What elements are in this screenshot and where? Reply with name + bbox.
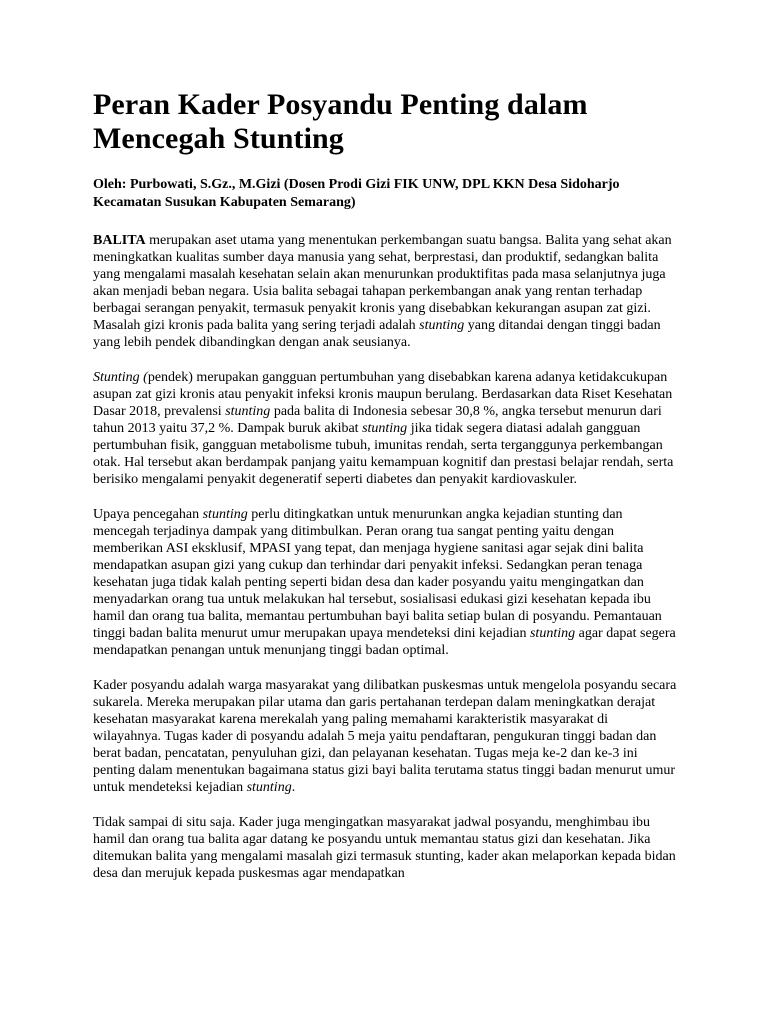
paragraph-italic-term: stunting [419,318,465,333]
paragraph-text: pendek) merupakan gangguan pertumbuhan yang disebabkan karena adanya ketidakcukupan asupan zat gizi kronis atau penyakit infeksi kronis maupun berulang. Berdasarkan data Riset Kesehatan Dasar 2018, prevalensi [93,370,673,419]
article-title: Peran Kader Posyandu Penting dalam Mencegah Stunting [93,88,588,155]
paragraph-text: merupakan aset utama yang menentukan perkembangan suatu bangsa. Balita yang sehat akan meningkatkan kualitas sumber daya manusia yang sehat, berprestasi, dan produktif, sedangkan balita yang mengalami masalah kesehatan selain akan menurunkan produktifitas pada masa selanjutnya juga akan menjadi beban negara. Usia balita sebagai tahapan perkembangan anak yang rentan terhadap berbagai serangan penyakit, termasuk penyakit kronis yang disebabkan kekurangan asupan zat gizi. Masalah gizi kronis pada balita yang sering terjadi adalah [93,233,672,333]
paragraph-italic-term: stunting [246,780,292,795]
paragraph-text: Upaya pencegahan [93,507,203,522]
author-byline: Oleh: Purbowati, S.Gz., M.Gizi (Dosen Prodi Gizi FIK UNW, DPL KKN Desa Sidoharjo Kecamatan Susukan Kabupaten Semarang) [93,177,620,210]
paragraph-text: Tidak sampai di situ saja. Kader juga mengingatkan masyarakat jadwal posyandu, menghimbau ibu hamil dan orang tua balita agar datang ke posyandu untuk memantau status gizi dan kesehatan. Jika ditemukan balita yang mengalami masalah gizi termasuk stunting, kader akan melaporkan kepada bidan desa dan merujuk kepada puskesmas agar mendapatkan [93,815,676,881]
paragraph-text: perlu ditingkatkan untuk menurunkan angka kejadian stunting dan mencegah terjadinya dampak yang ditimbulkan. Peran orang tua sangat penting yaitu dengan memberikan ASI eksklusif, MPASI yang tepat, dan menjaga hygiene sanitasi agar sejak dini balita mendapatkan asupan gizi yang cukup dan terhindar dari penyakit infeksi. Sedangkan peran tenaga kesehatan juga tidak kalah penting seperti bidan desa dan kader posyandu yaitu mengingatkan dan menyadarkan orang tua untuk melakukan hal tersebut, sosialisasi edukasi gizi kesehatan kepada ibu hamil dan orang tua balita, memantau pertumbuhan bayi balita setiap bulan di posyandu. Pemantauan tinggi badan balita menurut umur merupakan upaya mendeteksi dini kejadian [93,507,662,641]
paragraph-italic-term: stunting [529,626,576,641]
paragraph-italic-term: Stunting ( [93,370,148,385]
paragraph-italic-term: stunting [202,507,248,522]
paragraph-italic-term: stunting [225,404,271,419]
paragraph-text: jika tidak segera diatasi adalah gangguan pertumbuhan fisik, gangguan metabolisme tubuh, imunitas rendah, serta terganggunya perkembangan otak. Hal tersebut akan berdampak panjang yaitu kemampuan kognitif dan prestasi belajar rendah, serta berisiko mengalami penyakit degeneratif seperti diabetes dan penyakit kardiovaskuler. [93,421,674,487]
paragraph-text: pada balita di Indonesia sebesar 30,8 %, angka tersebut menurun dari tahun 2013 yaitu 37,2 %. Dampak buruk akibat [93,404,662,436]
paragraph-3 [93,506,678,659]
paragraph-1 [93,232,678,351]
paragraph-italic-term: stunting [362,421,408,436]
paragraph-lead-word: BALITA [93,233,146,248]
paragraph-4 [93,677,678,796]
paragraph-2 [93,369,678,488]
paragraph-text: Kader posyandu adalah warga masyarakat yang dilibatkan puskesmas untuk mengelola posyandu secara sukarela. Mereka merupakan pilar utama dan garis pertahanan terdepan dalam meningkatkan derajat kesehatan masyarakat karena merekalah yang paling memahami karakteristik masyarakat di wilayahnya. Tugas kader di posyandu adalah 5 meja yaitu pendaftaran, pengukuran tinggi badan dan berat badan, pencatatan, penyuluhan gizi, dan pelayanan kesehatan. Tugas meja ke-2 dan ke-3 ini penting dalam menentukan bagaimana status gizi bayi balita terutama status tinggi badan menurut umur untuk mendeteksi kejadian [93,678,677,795]
paragraph-text: yang ditandai dengan tinggi badan yang lebih pendek dibandingkan dengan anak seusianya. [93,318,661,350]
paragraph-text: agar dapat segera mendapatkan penangan untuk menunjang tinggi badan optimal. [93,626,676,658]
paragraph-text: . [291,780,296,795]
paragraph-5 [93,814,678,882]
